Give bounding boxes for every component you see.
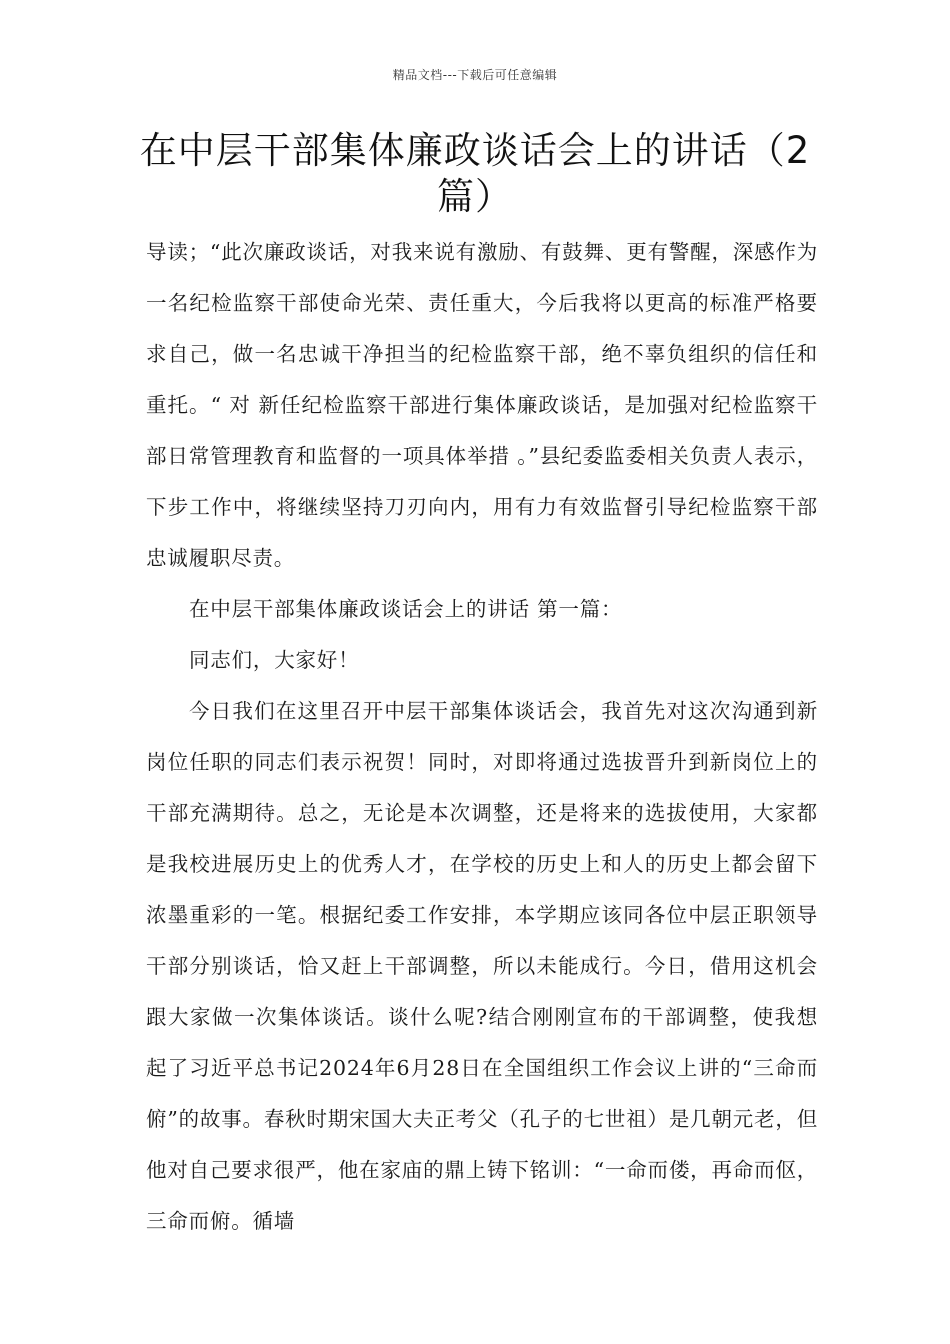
- greeting-paragraph: 同志们，大家好！: [189, 648, 360, 672]
- intro-paragraph: 导读；“此次廉政谈话，对我来说有激励、有鼓舞、更有警醒，深感作为一名纪检监察干部使命光荣、责任重大，今后我将以更高的标准严格要求自己，做一名忠诚干净担当的纪检监察干部，绝不辜负组织的信任和重托。“ 对 新任纪检监察干部进行集体廉政谈话，是加强对纪检监察干部日常管理教育和监督的一项具体举措 。”县纪委监委相关负责人表示，下步工作中，将继续坚持刀刃向内，用有力有效监督引导纪检监察干部忠诚履职尽责。: [146, 240, 818, 570]
- header-note: 精品文档---下载后可任意编辑: [392, 68, 558, 82]
- body-paragraph: 今日我们在这里召开中层干部集体谈话会，我首先对这次沟通到新岗位任职的同志们表示祝贺！同时，对即将通过选拔晋升到新岗位上的干部充满期待。总之，无论是本次调整，还是将来的选拔使用，大家都是我校进展历史上的优秀人才，在学校的历史上和人的历史上都会留下浓墨重彩的一笔。根据纪委工作安排，本学期应该同各位中层正职领导干部分别谈话，恰又赶上干部调整，所以未能成行。今日，借用这机会跟大家做一次集体谈话。谈什么呢?结合刚刚宣布的干部调整，使我想起了习近平总书记2024年6月28日在全国组织工作会议上讲的“三命而俯”的故事。春秋时期宋国大夫正考父（孔子的七世祖）是几朝元老，但他对自己要求很严，他在家庙的鼎上铸下铭训：“一命而偻，再命而伛，三命而俯。循墙: [146, 699, 818, 1233]
- document-body: [146, 227, 818, 1247]
- section-heading: 在中层干部集体廉政谈话会上的讲话 第一篇：: [189, 597, 623, 621]
- document-title: 在中层干部集体廉政谈话会上的讲话（2篇）: [139, 129, 811, 218]
